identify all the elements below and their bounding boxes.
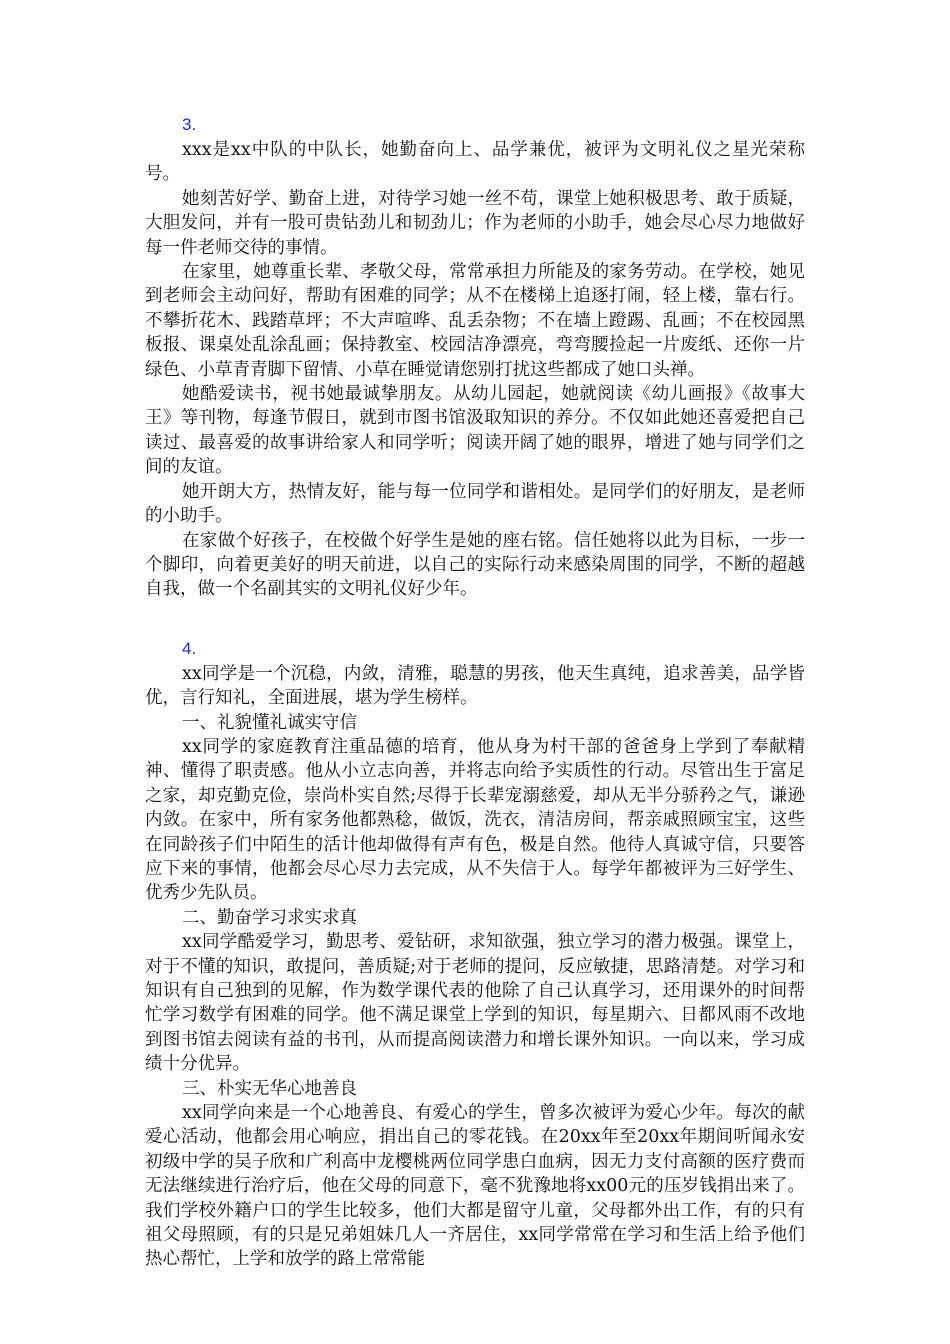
section-4-paragraph-2: xx同学酷爱学习，勤思考、爱钻研，求知欲强，独立学习的潜力极强。课堂上，对于不懂的知识，敢提问，善质疑;对于老师的提问，反应敏捷，思路清楚。对学习和知识有自己独到的见解，作为数学课代表的他除了自己认真学习，还用课外的时间帮忙学习数学有困难的同学。他不满足课堂上学到的知识，每星期六、日都风雨不改地到图书馆去阅读有益的书刊，从而提高阅读潜力和增长课外知识。一向以来，学习成绩十分优异。 [145,932,805,1075]
section-3-paragraph-3: 在家里，她尊重长辈、孝敬父母，常常承担力所能及的家务劳动。在学校，她见到老师会主动问好，帮助有困难的同学；从不在楼梯上追逐打闹，轻上楼，靠右行。不攀折花木、践踏草坪；不大声喧哗、乱丢杂物；不在墙上蹬踢、乱画；不在校园黑板报、课桌处乱涂乱画；保持教室、校园洁净漂亮，弯弯腰捡起一片废纸、还你一片绿色、小草青青脚下留情、小草在睡觉请您别打扰这些都成了她口头禅。 [145,262,805,380]
section-3-paragraph-2: 她刻苦好学、勤奋上进，对待学习她一丝不苟，课堂上她积极思考、敢于质疑，大胆发问，并有一股可贵钻劲儿和韧劲儿；作为老师的小助手，她会尽心尽力地做好每一件老师交待的事情。 [145,188,805,258]
section-3-paragraph-1: xxx是xx中队的中队长，她勤奋向上、品学兼优，被评为文明礼仪之星光荣称号。 [145,140,805,185]
section-4-paragraph-1: xx同学的家庭教育注重品德的培育，他从身为村干部的爸爸身上学到了奉献精神、懂得了职责感。他从小立志向善，并将志向给予实质性的行动。尽管出生于富足之家，却克勤克俭，崇尚朴实自然;尽得于长辈宠溺慈爱，却从无半分骄矜之气，谦逊内敛。在家中，所有家务他都熟稔，做饭，洗衣，清洁房间，帮亲戚照顾宝宝，这些在同龄孩子们中陌生的活计他却做得有声有色，极是自然。他待人真诚守信，只要答应下来的事情，他都会尽心尽力去完成，从不失信于人。每学年都被评为三好学生、优秀少先队员。 [145,736,805,904]
section-4-paragraph-3: xx同学向来是一个心地善良、有爱心的学生，曾多次被评为爱心少年。每次的献爱心活动，他都会用心响应，捐出自己的零花钱。在20xx年至20xx年期间听闻永安初级中学的吴子欣和广利高中龙樱桃两位同学患白血病，因无力支付高额的医疗费而无法继续进行治疗后，他在父母的同意下，毫不犹豫地将xx00元的压岁钱捐出来了。我们学校外籍户口的学生比较多，他们大都是留守儿童，父母都外出工作，有的只有祖父母照顾，有的只是兄弟姐妹几人一齐居住，xx同学常常在学习和生活上给予他们热心帮忙，上学和放学的路上常常能 [145,1103,805,1270]
section-4-intro: xx同学是一个沉稳，内敛，清雅，聪慧的男孩，他天生真纯，追求善美，品学皆优，言行知礼，全面进展，堪为学生榜样。 [145,663,805,709]
section-4-number: 4. [182,638,197,658]
section-4-heading-2: 二、勤奋学习求实求真 [182,907,357,928]
section-3-paragraph-4: 她酷爱读书，视书她最诚挚朋友。从幼儿园起，她就阅读《幼儿画报》《故事大王》等刊物，每逢节假日，就到市图书馆汲取知识的养分。不仅如此她还喜爱把自己读过、最喜爱的故事讲给家人和同学听；阅读开阔了她的眼界，增进了她与同学们之间的友谊。 [145,384,805,478]
section-3-number: 3. [182,115,197,134]
section-3-paragraph-5: 她开朗大方，热情友好，能与每一位同学和谐相处。是同学们的好朋友，是老师的小助手。 [145,481,805,527]
section-4-heading-3: 三、朴实无华心地善良 [182,1078,357,1099]
section-spacer [145,602,805,636]
section-4-heading-1: 一、礼貌懂礼诚实守信 [182,712,357,733]
section-3-paragraph-6: 在家做个好孩子，在校做个好学生是她的座右铭。信任她将以此为目标，一步一个脚印，向着更美好的明天前进，以自己的实际行动来感染周围的同学，不断的超越自我，做一个名副其实的文明礼仪好少年。 [145,530,805,600]
document-body [145,112,805,1272]
